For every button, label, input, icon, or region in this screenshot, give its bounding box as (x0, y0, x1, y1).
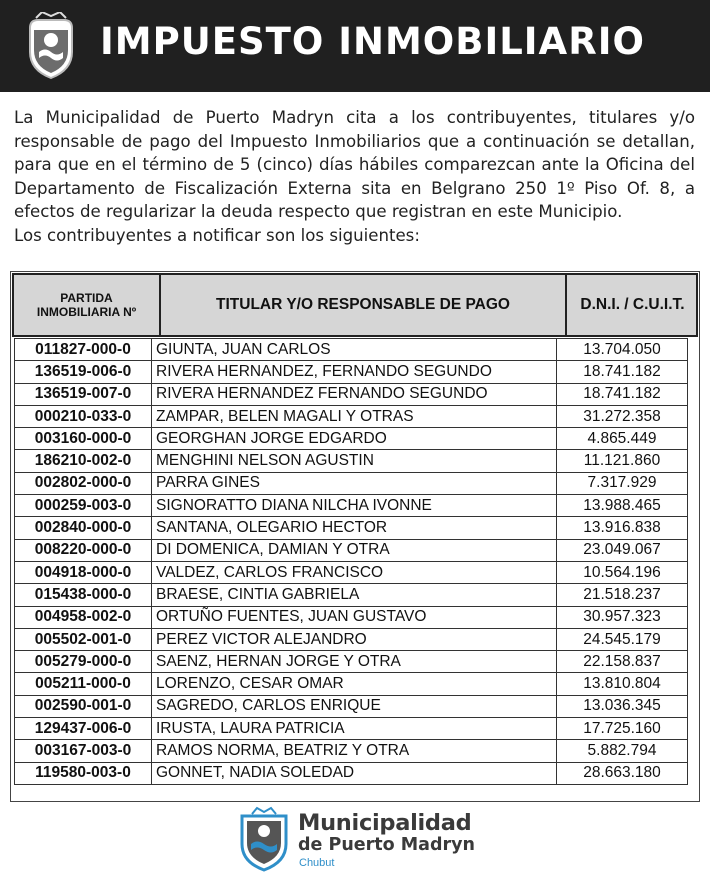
titular-cell: SANTANA, OLEGARIO HECTOR (152, 517, 557, 539)
municipal-crest-icon (22, 12, 80, 82)
dni-cell: 22.158.837 (557, 651, 688, 673)
titular-cell: RIVERA HERNANDEZ FERNANDO SEGUNDO (152, 383, 557, 405)
header-banner (0, 0, 710, 92)
partida-cell: 005211-000-0 (15, 673, 152, 695)
dni-cell: 11.121.860 (557, 450, 688, 472)
titular-cell: SAGREDO, CARLOS ENRIQUE (152, 695, 557, 717)
table-row (15, 584, 688, 606)
partida-cell: 129437-006-0 (15, 718, 152, 740)
titular-cell: SAENZ, HERNAN JORGE Y OTRA (152, 651, 557, 673)
table-row (15, 628, 688, 650)
partida-cell: 002802-000-0 (15, 472, 152, 494)
partida-cell: 002590-001-0 (15, 695, 152, 717)
org-name: Municipalidad (298, 810, 472, 836)
table-row (15, 762, 688, 784)
partida-cell: 119580-003-0 (15, 762, 152, 784)
dni-cell: 18.741.182 (557, 361, 688, 383)
partida-cell: 015438-000-0 (15, 584, 152, 606)
partida-cell: 136519-007-0 (15, 383, 152, 405)
table-row (15, 405, 688, 427)
header-dni: D.N.I. / C.U.I.T. (580, 296, 685, 313)
table-row (15, 339, 688, 361)
titular-cell: IRUSTA, LAURA PATRICIA (152, 718, 557, 740)
titular-cell: DI DOMENICA, DAMIAN Y OTRA (152, 539, 557, 561)
partida-cell: 004918-000-0 (15, 561, 152, 583)
dni-cell: 5.882.794 (557, 740, 688, 762)
table-row (15, 361, 688, 383)
intro-closing: Los contribuyentes a notificar son los siguientes: (14, 225, 420, 245)
partida-cell: 003167-003-0 (15, 740, 152, 762)
intro-paragraph: La Municipalidad de Puerto Madryn cita a los contribuyentes, titulares y/o responsable de pago del Impuesto Inmobiliarios que a continuación se detallan, para que en el término de 5 (cinco) días hábiles comparezcan ante la Oficina del Departamento de Fiscalización Externa sita en Belgrano 250 1º Piso Of. 8, a efectos de regularizar la deuda respecto que registran en este Municipio. (14, 108, 695, 221)
dni-cell: 4.865.449 (557, 428, 688, 450)
dni-cell: 23.049.067 (557, 539, 688, 561)
partida-cell: 136519-006-0 (15, 361, 152, 383)
titular-cell: RAMOS NORMA, BEATRIZ Y OTRA (152, 740, 557, 762)
table-row (15, 450, 688, 472)
dni-cell: 13.810.804 (557, 673, 688, 695)
partida-cell: 005502-001-0 (15, 628, 152, 650)
dni-cell: 7.317.929 (557, 472, 688, 494)
partida-cell: 008220-000-0 (15, 539, 152, 561)
partida-cell: 011827-000-0 (15, 339, 152, 361)
org-city: de Puerto Madryn (298, 835, 475, 855)
table-row (15, 606, 688, 628)
dni-cell: 13.704.050 (557, 339, 688, 361)
table-row (15, 740, 688, 762)
dni-cell: 31.272.358 (557, 405, 688, 427)
dni-cell: 30.957.323 (557, 606, 688, 628)
table-row (15, 673, 688, 695)
header-titular: TITULAR Y/O RESPONSABLE DE PAGO (216, 296, 510, 313)
titular-cell: GONNET, NADIA SOLEDAD (152, 762, 557, 784)
table-row (15, 383, 688, 405)
partida-cell: 004958-002-0 (15, 606, 152, 628)
titular-cell: BRAESE, CINTIA GABRIELA (152, 584, 557, 606)
dni-cell: 13.916.838 (557, 517, 688, 539)
titular-cell: ORTUÑO FUENTES, JUAN GUSTAVO (152, 606, 557, 628)
titular-cell: GIUNTA, JUAN CARLOS (152, 339, 557, 361)
table-row (15, 495, 688, 517)
partida-cell: 186210-002-0 (15, 450, 152, 472)
taxpayer-table (14, 338, 688, 785)
dni-cell: 17.725.160 (557, 718, 688, 740)
titular-cell: PARRA GINES (152, 472, 557, 494)
municipal-shield-icon (238, 806, 290, 872)
header-partida: PARTIDA INMOBILIARIA Nº (36, 291, 137, 319)
table-row (15, 718, 688, 740)
partida-cell: 000259-003-0 (15, 495, 152, 517)
partida-cell: 000210-033-0 (15, 405, 152, 427)
dni-cell: 18.741.182 (557, 383, 688, 405)
partida-cell: 005279-000-0 (15, 651, 152, 673)
table-header (12, 273, 698, 337)
titular-cell: SIGNORATTO DIANA NILCHA IVONNE (152, 495, 557, 517)
table-row (15, 517, 688, 539)
titular-cell: GEORGHAN JORGE EDGARDO (152, 428, 557, 450)
table-row (15, 561, 688, 583)
dni-cell: 21.518.237 (557, 584, 688, 606)
page-title: IMPUESTO INMOBILIARIO (100, 20, 645, 63)
titular-cell: VALDEZ, CARLOS FRANCISCO (152, 561, 557, 583)
intro-text (14, 106, 695, 247)
dni-cell: 24.545.179 (557, 628, 688, 650)
titular-cell: PEREZ VICTOR ALEJANDRO (152, 628, 557, 650)
table-row (15, 539, 688, 561)
org-province: Chubut (299, 857, 335, 869)
dni-cell: 10.564.196 (557, 561, 688, 583)
table-row (15, 428, 688, 450)
titular-cell: LORENZO, CESAR OMAR (152, 673, 557, 695)
table-row (15, 472, 688, 494)
table-row (15, 651, 688, 673)
titular-cell: MENGHINI NELSON AGUSTIN (152, 450, 557, 472)
table-row (15, 695, 688, 717)
partida-cell: 002840-000-0 (15, 517, 152, 539)
partida-cell: 003160-000-0 (15, 428, 152, 450)
titular-cell: ZAMPAR, BELEN MAGALI Y OTRAS (152, 405, 557, 427)
dni-cell: 13.988.465 (557, 495, 688, 517)
dni-cell: 28.663.180 (557, 762, 688, 784)
dni-cell: 13.036.345 (557, 695, 688, 717)
titular-cell: RIVERA HERNANDEZ, FERNANDO SEGUNDO (152, 361, 557, 383)
